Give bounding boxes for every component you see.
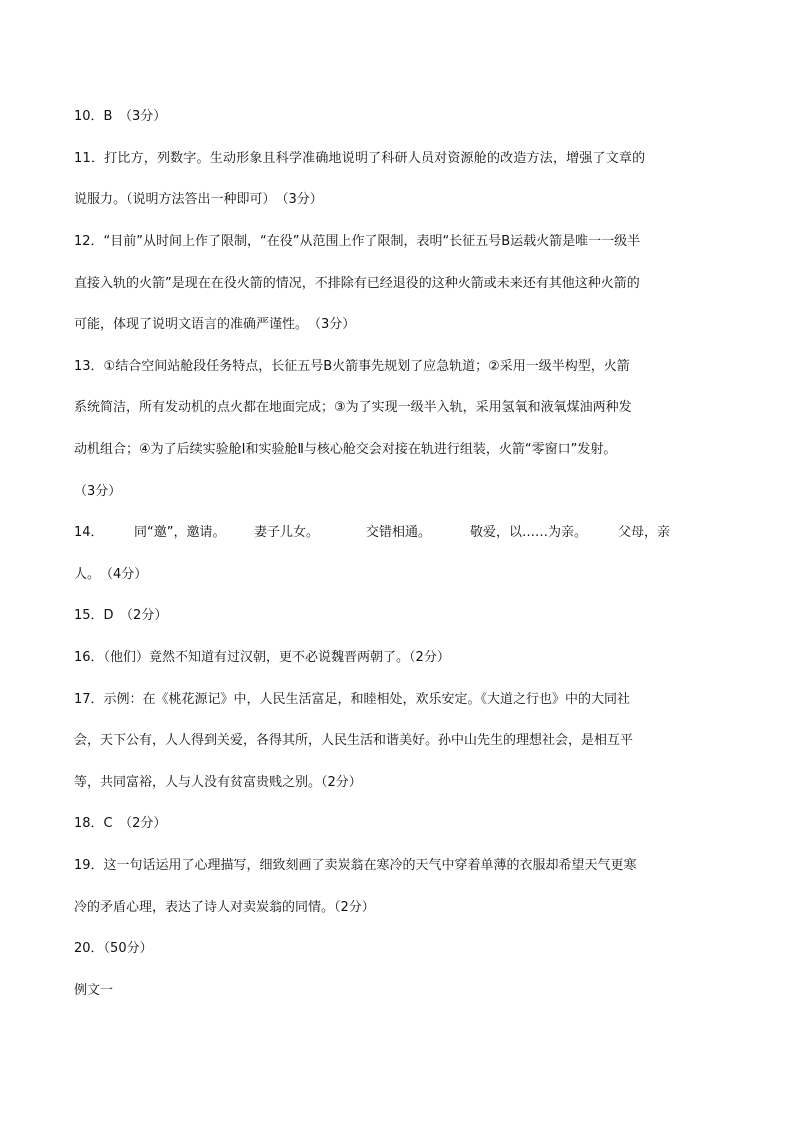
answer-13-line-2: 系统简洁，所有发动机的点火都在地面完成；③为了实现一级半入轨，采用氢氧和液氧煤油两种发 — [74, 400, 632, 415]
answer-12-line-1: 12．“目前”从时间上作了限制，“在役”从范围上作了限制，表明“长征五号B运载火箭是唯一一级半 — [74, 234, 641, 249]
answer-14-item-d: 敬爱，以……为亲。 — [470, 525, 588, 540]
answer-19-line-1: 19．这一句话运用了心理描写，细致刻画了卖炭翁在寒冷的天气中穿着单薄的衣服却希望天气更寒 — [74, 858, 637, 873]
example-essay-heading: 例文一 — [74, 983, 114, 998]
answer-14-item-c: 交错相通。 — [366, 525, 432, 540]
answer-10: 10．B （3分） — [74, 109, 167, 124]
answer-17-line-1: 17．示例：在《桃花源记》中，人民生活富足，和睦相处，欢乐安定。《大道之行也》中的大同社 — [74, 692, 631, 707]
answer-14-line-1 — [74, 525, 684, 541]
answer-11-line-1: 11．打比方，列数字。生动形象且科学准确地说明了科研人员对资源舱的改造方法，增强了文章的 — [74, 151, 646, 166]
answer-16: 16．（他们）竟然不知道有过汉朝，更不必说魏晋两朝了。（2分） — [74, 650, 450, 665]
answer-15: 15．D （2分） — [74, 608, 168, 623]
answer-13-line-4: （3分） — [74, 484, 122, 499]
answer-11-line-2: 说服力。（说明方法答出一种即可） （3分） — [74, 192, 323, 207]
answer-14-number: 14． — [74, 525, 104, 540]
answer-13-line-3: 动机组合；④为了后续实验舱Ⅰ和实验舱Ⅱ与核心舱交会对接在轨进行组装，火箭“零窗口”发射。 — [74, 442, 617, 457]
answer-14-item-a: 同“邀”，邀请。 — [134, 525, 226, 540]
answer-13-line-1: 13．①结合空间站舱段任务特点，长征五号B火箭事先规划了应急轨道；②采用一级半构型，火箭 — [74, 359, 630, 374]
answer-17-line-3: 等，共同富裕，人与人没有贫富贵贱之别。（2分） — [74, 775, 362, 790]
answer-12-line-3: 可能，体现了说明文语言的准确严谨性。 （3分） — [74, 317, 356, 332]
answer-14-item-b: 妻子儿女。 — [254, 525, 320, 540]
answer-20: 20．（50分） — [74, 941, 153, 956]
answer-14-line-2: 人。 （4分） — [74, 567, 148, 582]
answer-14-item-e: 父母，亲 — [618, 525, 671, 540]
answer-17-line-2: 会，天下公有，人人得到关爱，各得其所，人民生活和谐美好。孙中山先生的理想社会，是相互平 — [74, 733, 634, 748]
answer-19-line-2: 冷的矛盾心理，表达了诗人对卖炭翁的同情。（2分） — [74, 900, 375, 915]
answer-12-line-2: 直接入轨的火箭”是现在在役火箭的情况，不排除有已经退役的这种火箭或未来还有其他这种火箭的 — [74, 276, 640, 291]
answer-18: 18．C （2分） — [74, 816, 167, 831]
